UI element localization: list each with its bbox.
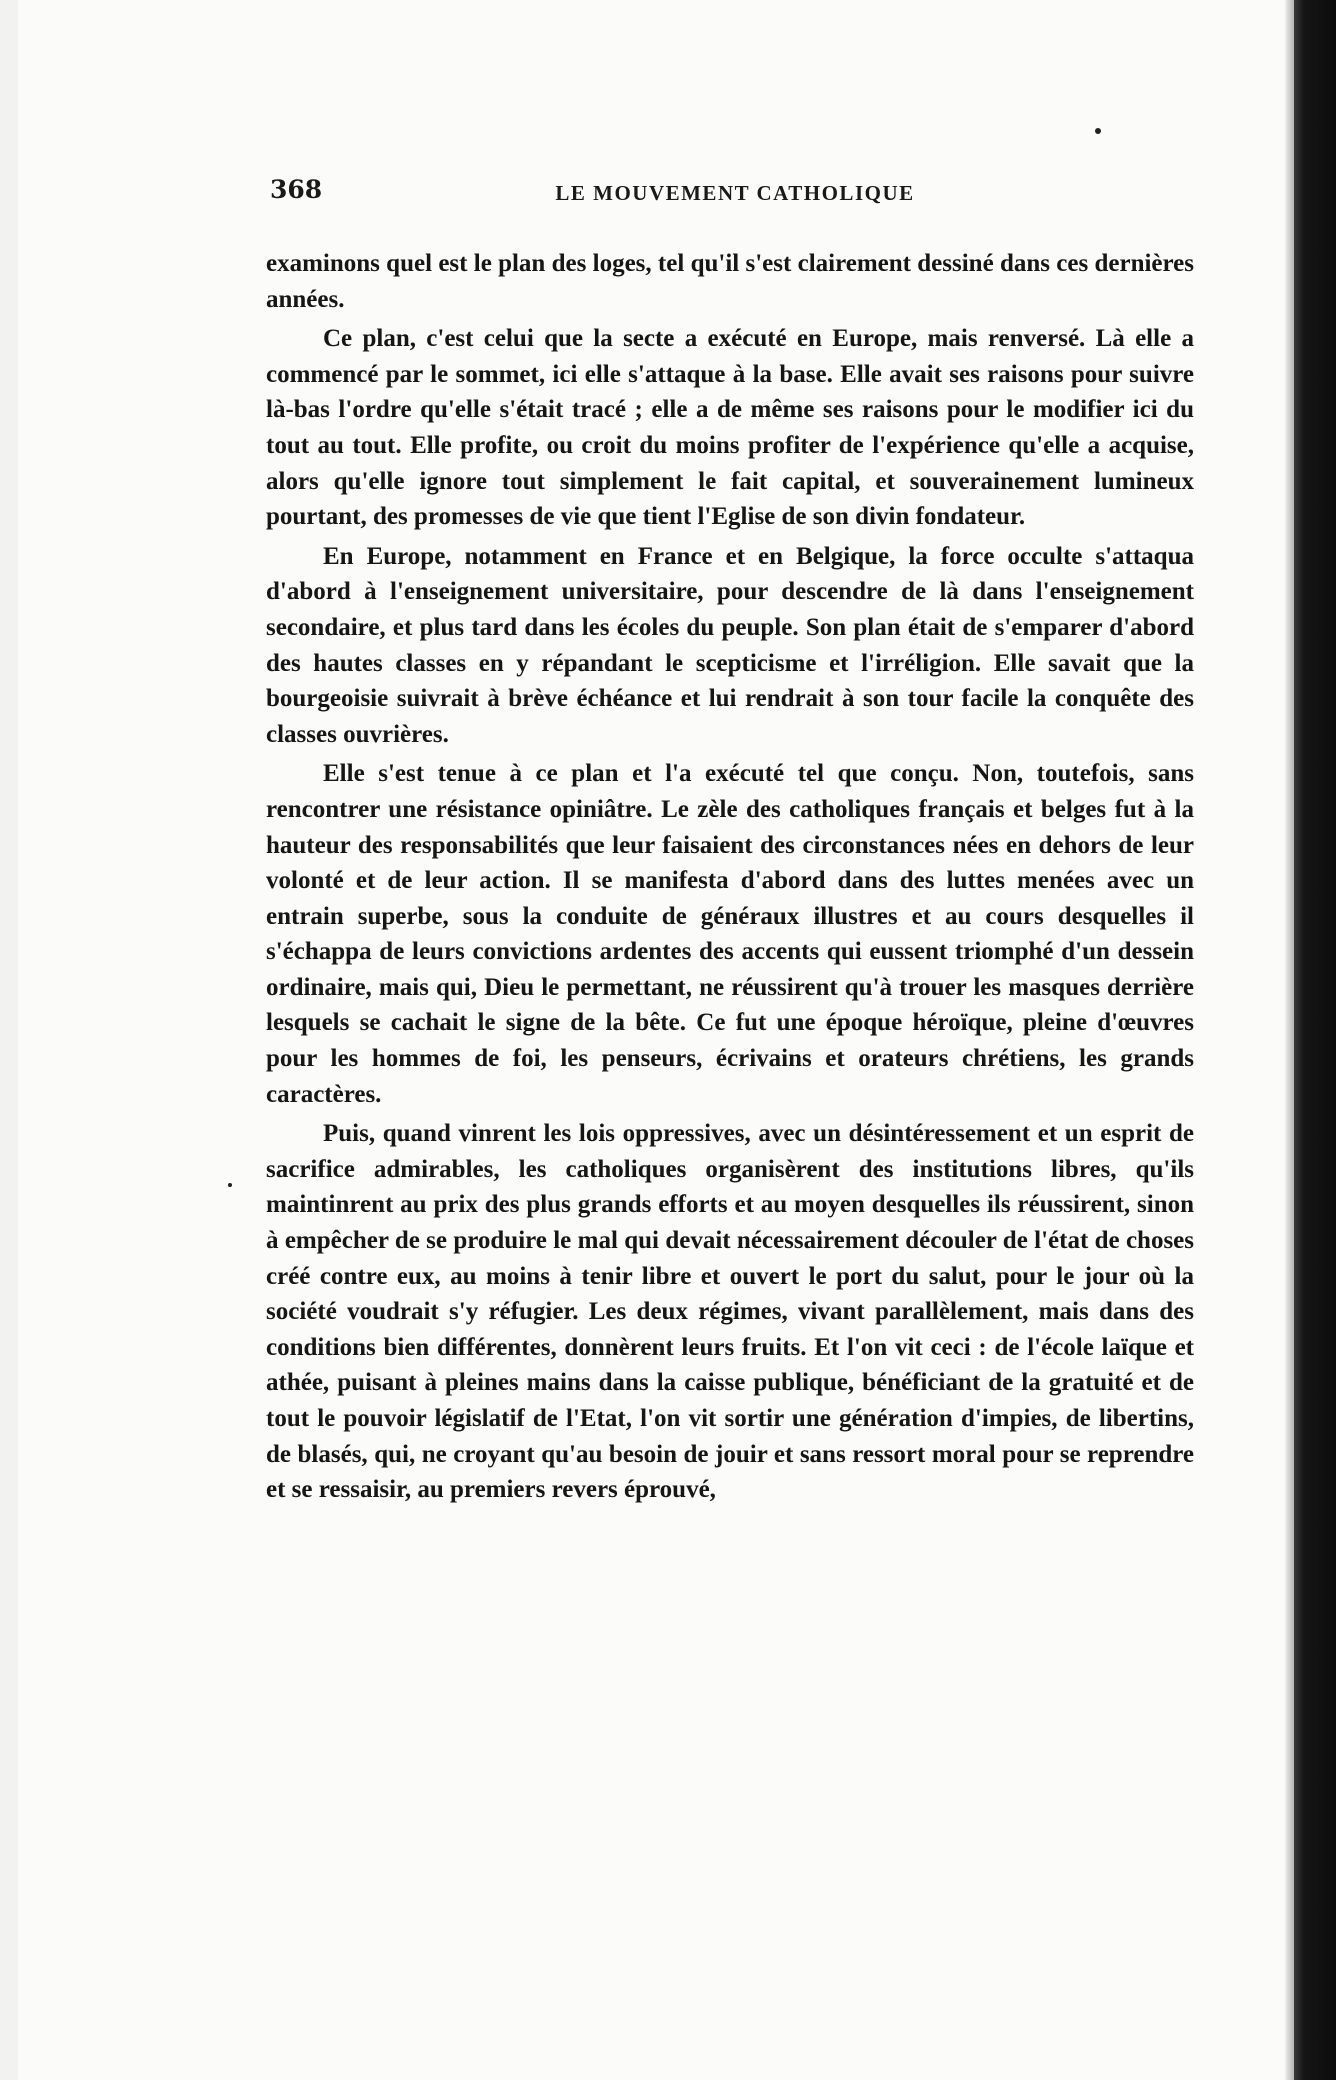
ink-speck: [1095, 128, 1101, 134]
ink-speck: [228, 1183, 232, 1187]
paragraph: Elle s'est tenue à ce plan et l'a exécuté tel que conçu. Non, toutefois, sans rencontrer une résistance opiniâtre. Le zèle des catholiques français et belges fut à la hauteur des responsabilités que leur faisaient des circonstances nées en dehors de leur volonté et de leur action. Il se manifesta d'abord dans des luttes menées avec un entrain superbe, sous la conduite de généraux illustres et au cours desquelles il s'échappa de leurs convictions ardentes des accents qui eussent triomphé d'un dessein ordinaire, mais qui, Dieu le permettant, ne réussirent qu'à trouer les masques derrière lesquels se cachait le signe de la bête. Ce fut une époque héroïque, pleine d'œuvres pour les hommes de foi, les penseurs, écrivains et orateurs chrétiens, les grands caractères.: [266, 760, 1194, 1108]
paragraph: Puis, quand vinrent les lois oppressives, avec un désintéressement et un esprit de sacrifice admirables, les catholiques organisèrent des institutions libres, qu'ils maintinrent au prix des plus grands efforts et au moyen desquelles ils réussirent, sinon à empêcher de se produire le mal qui devait nécessairement découler de l'état de choses créé contre eux, au moins à tenir libre et ouvert le port du salut, pour le jour où la société voudrait s'y réfugier. Les deux régimes, vivant parallèlement, mais dans des conditions bien différentes, donnèrent leurs fruits. Et l'on vit ceci : de l'école laïque et athée, puisant à pleines mains dans la caisse publique, bénéficiant de la gratuité et de tout le pouvoir législatif de l'Etat, l'on vit sortir une génération d'impies, de libertins, de blasés, qui, ne croyant qu'au besoin de jouir et sans ressort moral pour se reprendre et se ressaisir, au premiers revers éprouvé,: [266, 1120, 1194, 1504]
scan-edge-shadow: [1284, 0, 1294, 2080]
paragraph-continued: examinons quel est le plan des loges, tel qu'il s'est clairement dessiné dans ces dernières années.: [266, 250, 1194, 313]
running-title: LE MOUVEMENT CATHOLIQUE: [555, 181, 915, 205]
scan-edge: [1294, 0, 1336, 2080]
page-number: 368: [270, 175, 323, 204]
running-head: [270, 175, 1200, 215]
body-text: [266, 246, 1194, 1508]
paragraph: En Europe, notamment en France et en Belgique, la force occulte s'attaqua d'abord à l'enseignement universitaire, pour descendre de là dans l'enseignement secondaire, et plus tard dans les écoles du peuple. Son plan était de s'emparer d'abord des hautes classes en y répandant le scepticisme et l'irréligion. Elle savait que la bourgeoisie suivrait à brève échéance et lui rendrait à son tour facile la conquête des classes ouvrières.: [266, 542, 1194, 748]
paragraph: Ce plan, c'est celui que la secte a exécuté en Europe, mais renversé. Là elle a commencé par le sommet, ici elle s'attaque à la base. Elle avait ses raisons pour suivre là-bas l'ordre qu'elle s'était tracé ; elle a de même ses raisons pour le modifier ici du tout au tout. Elle profite, ou croit du moins profiter de l'expérience qu'elle a acquise, alors qu'elle ignore tout simplement le fait capital, et souverainement lumineux pourtant, des promesses de vie que tient l'Eglise de son divin fondateur.: [266, 325, 1194, 531]
